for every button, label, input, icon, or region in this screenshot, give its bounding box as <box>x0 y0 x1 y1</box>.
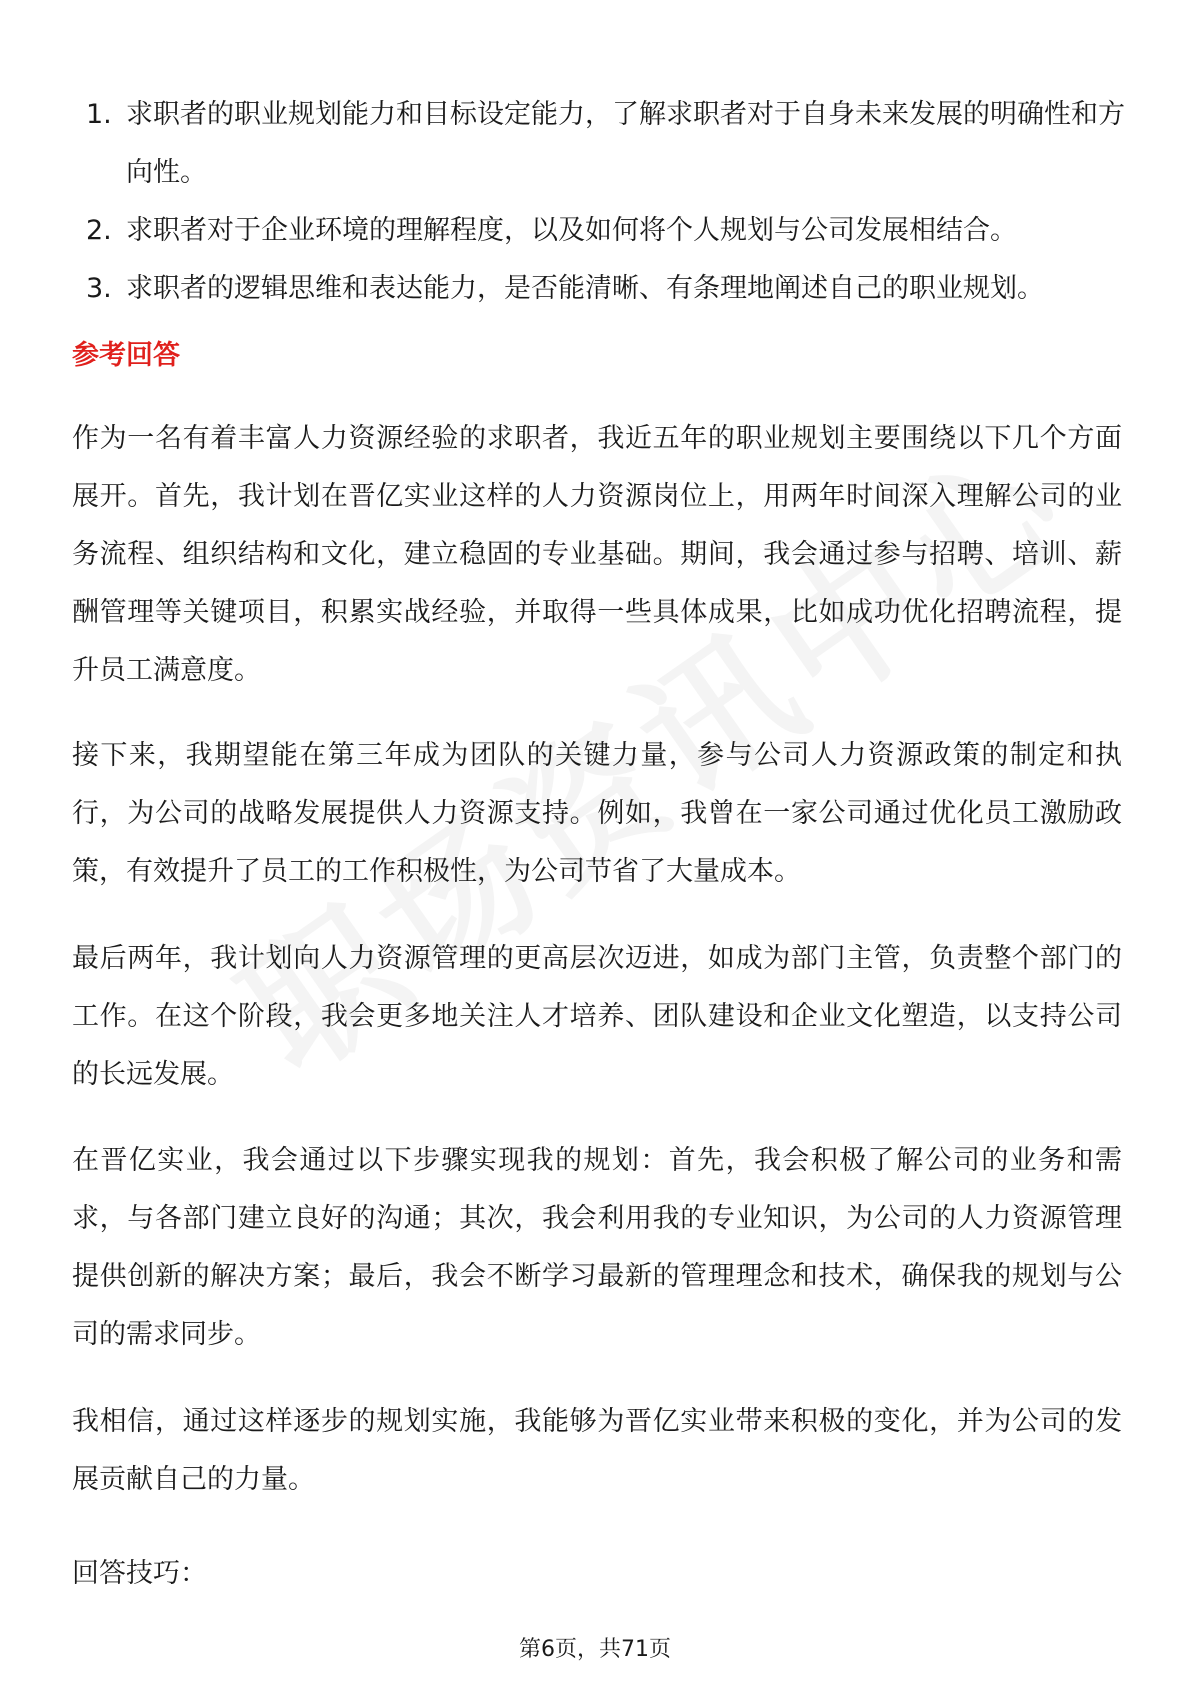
tips-heading: 回答技巧： <box>72 1558 207 1589</box>
answer-paragraph: 最后两年，我计划向人力资源管理的更高层次迈进，如成为部门主管，负责整个部门的工作。在这个阶段，我会更多地关注人才培养、团队建设和企业文化塑造，以支持公司的长远发展。 <box>72 943 1122 1090</box>
section-heading: 参考回答 <box>72 340 180 371</box>
list-number: 2. <box>86 215 112 246</box>
list-item <box>86 260 1126 318</box>
list-item <box>86 202 1126 260</box>
list-item-text: 求职者对于企业环境的理解程度，以及如何将个人规划与公司发展相结合。 <box>126 215 1017 246</box>
answer-paragraph: 作为一名有着丰富人力资源经验的求职者，我近五年的职业规划主要围绕以下几个方面展开。首先，我计划在晋亿实业这样的人力资源岗位上，用两年时间深入理解公司的业务流程、组织结构和文化，建立稳固的专业基础。期间，我会通过参与招聘、培训、薪酬管理等关键项目，积累实战经验，并取得一些具体成果，比如成功优化招聘流程，提升员工满意度。 <box>72 423 1122 686</box>
answer-paragraph: 在晋亿实业，我会通过以下步骤实现我的规划：首先，我会积极了解公司的业务和需求，与各部门建立良好的沟通；其次，我会利用我的专业知识，为公司的人力资源管理提供创新的解决方案；最后，我会不断学习最新的管理理念和技术，确保我的规划与公司的需求同步。 <box>72 1145 1122 1350</box>
list-item-text: 求职者的职业规划能力和目标设定能力，了解求职者对于自身未来发展的明确性和方向性。 <box>126 99 1125 188</box>
list-number: 3. <box>86 273 112 304</box>
list-item-text: 求职者的逻辑思维和表达能力，是否能清晰、有条理地阐述自己的职业规划。 <box>126 273 1044 304</box>
answer-paragraph: 我相信，通过这样逐步的规划实施，我能够为晋亿实业带来积极的变化，并为公司的发展贡献自己的力量。 <box>72 1406 1122 1495</box>
answer-paragraph: 接下来，我期望能在第三年成为团队的关键力量，参与公司人力资源政策的制定和执行，为公司的战略发展提供人力资源支持。例如，我曾在一家公司通过优化员工激励政策，有效提升了员工的工作积极性，为公司节省了大量成本。 <box>72 740 1122 887</box>
page-footer: 第6页，共71页 <box>519 1637 671 1662</box>
list-number: 1. <box>86 99 112 130</box>
criteria-list <box>86 86 1126 318</box>
list-item <box>86 86 1126 202</box>
